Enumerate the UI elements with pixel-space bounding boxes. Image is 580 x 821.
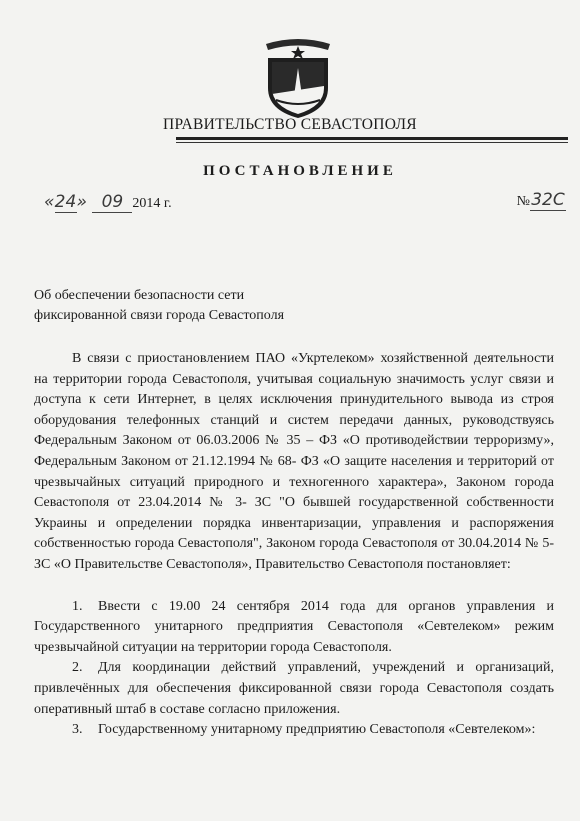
numbered-item	[34, 597, 554, 659]
document-number	[517, 190, 566, 211]
header-divider-thin	[176, 142, 568, 143]
item-number: 2.	[72, 660, 83, 676]
document-body	[34, 349, 554, 741]
subject-line-1: Об обеспечении безопасности сети	[34, 288, 245, 303]
item-text: Ввести с 19.00 24 сентября 2014 года для органов управления и Государственного унитарного предприятия Севастополя «Севтелеком» режим чрезвычайной ситуации на территории города Севастополя.	[34, 598, 554, 655]
date-year: 2014 г.	[132, 196, 172, 211]
preamble-paragraph: В связи с приостановлением ПАО «Укртелеком» хозяйственной деятельности на территории города Севастополя, учитывая социальную значимость услуг связи и доступа к сети Интернет, в целях исключения принудительного вывода из строя оборудования телефонных станций и систем передачи данных, руководствуясь Федеральным Законом от 06.03.2006 № 35 – ФЗ «О противодействии терроризму», Федеральным Законом от 21.12.1994 № 68- ФЗ «О защите населения и территорий от чрезвычайных ситуаций природного и техногенного характера», Законом города Севастополя от 23.04.2014 № 3- ЗС "О бывшей государственной собственности Украины и определении порядка инвентаризации, управления и распоряжения собственностью города Севастополя", Законом города Севастополя от 30.04.2014 № 5- ЗС «О Правительстве Севастополя», Правительство Севастополя постановляет:	[34, 351, 554, 572]
government-title: ПРАВИТЕЛЬСТВО СЕВАСТОПОЛЯ	[163, 116, 417, 133]
number-value: 32С	[531, 190, 565, 210]
numbered-item	[34, 658, 554, 720]
item-text: Для координации действий управлений, учреждений и организаций, привлечённых для обеспечения фиксированной связи города Севастополя создать оперативный штаб в составе согласно приложения.	[34, 660, 554, 717]
subject-line-2: фиксированной связи города Севастополя	[34, 308, 285, 323]
document-date	[44, 192, 172, 213]
sevastopol-coat-of-arms-icon	[262, 36, 334, 120]
date-close-quote: »	[76, 192, 93, 212]
item-text: Государственному унитарному предприятию Севастополя «Севтелеком»:	[98, 722, 536, 738]
header-divider-thick	[176, 137, 568, 140]
date-open-quote: «	[44, 192, 55, 212]
date-month: 09	[92, 192, 132, 213]
item-number: 3.	[72, 722, 83, 738]
number-prefix: №	[516, 194, 530, 209]
date-day: 24	[54, 192, 77, 212]
numbered-item	[34, 720, 554, 741]
item-number: 1.	[72, 598, 83, 614]
document-type-heading: ПОСТАНОВЛЕНИЕ	[203, 163, 397, 179]
document-subject	[34, 286, 354, 326]
